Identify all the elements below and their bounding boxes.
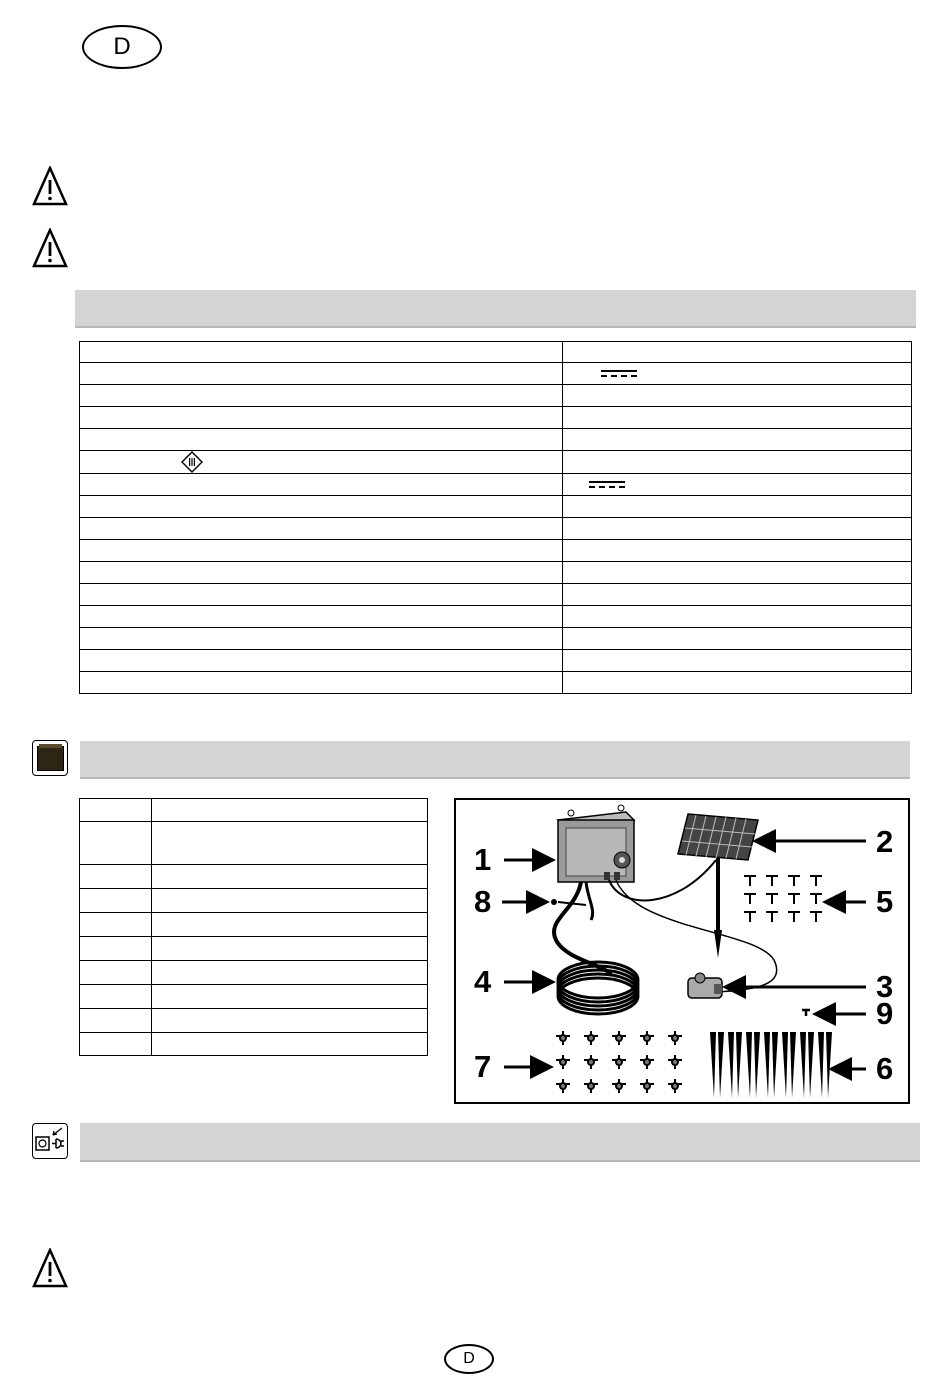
ground-stakes [710, 1032, 832, 1098]
package-box-icon [32, 740, 68, 776]
control-unit [558, 805, 634, 882]
table-row [80, 650, 912, 672]
table-row [80, 889, 428, 913]
table-row [80, 385, 912, 407]
table-row [80, 451, 912, 474]
table-row [80, 937, 428, 961]
table-row [80, 562, 912, 584]
callout-6: 6 [876, 1051, 894, 1086]
table-row [80, 822, 428, 865]
callout-7: 7 [474, 1049, 492, 1084]
callout-2: 2 [876, 824, 894, 859]
language-badge-label: D [113, 33, 131, 60]
callout-1: 1 [474, 842, 492, 877]
table-row [80, 429, 912, 451]
solar-panel [678, 814, 758, 958]
t-connectors [744, 876, 822, 922]
callout-3: 3 [876, 969, 894, 1004]
table-row [80, 496, 912, 518]
table-row [80, 342, 912, 363]
warning-triangle-icon [32, 166, 68, 206]
callout-4: 4 [474, 964, 492, 999]
warning-triangle-icon [32, 1248, 68, 1288]
callout-9: 9 [876, 996, 894, 1031]
table-row [80, 606, 912, 628]
technical-data-section-bar [75, 290, 916, 328]
table-row [80, 985, 428, 1009]
table-row [80, 1033, 428, 1056]
table-row [80, 474, 912, 496]
plug-socket-icon [32, 1123, 68, 1159]
pump [688, 973, 722, 998]
technical-data-table [79, 341, 912, 694]
callout-8: 8 [474, 884, 492, 919]
table-row [80, 913, 428, 937]
table-row [80, 363, 912, 385]
product-illustration [454, 798, 910, 1104]
table-row [80, 799, 428, 822]
language-badge [82, 25, 162, 69]
table-row [80, 961, 428, 985]
table-row [80, 672, 912, 694]
table-row [80, 865, 428, 889]
table-row [80, 407, 912, 429]
parts-list-table [79, 798, 428, 1056]
table-row [80, 518, 912, 540]
footer-language-badge-label: D [463, 1350, 475, 1367]
table-row [80, 1009, 428, 1033]
protection-class-III-icon [181, 451, 203, 473]
direct-current-symbol-icon [601, 369, 637, 378]
commissioning-section-bar [80, 1123, 920, 1162]
footer-language-badge [444, 1344, 494, 1374]
table-row [80, 584, 912, 606]
drippers [556, 1031, 682, 1093]
hose-coil [558, 962, 638, 1014]
warning-triangle-icon [32, 228, 68, 268]
table-row [80, 540, 912, 562]
table-row [80, 628, 912, 650]
direct-current-symbol-icon [589, 480, 625, 489]
callout-5: 5 [876, 884, 894, 919]
scope-of-delivery-section-bar [80, 741, 910, 779]
